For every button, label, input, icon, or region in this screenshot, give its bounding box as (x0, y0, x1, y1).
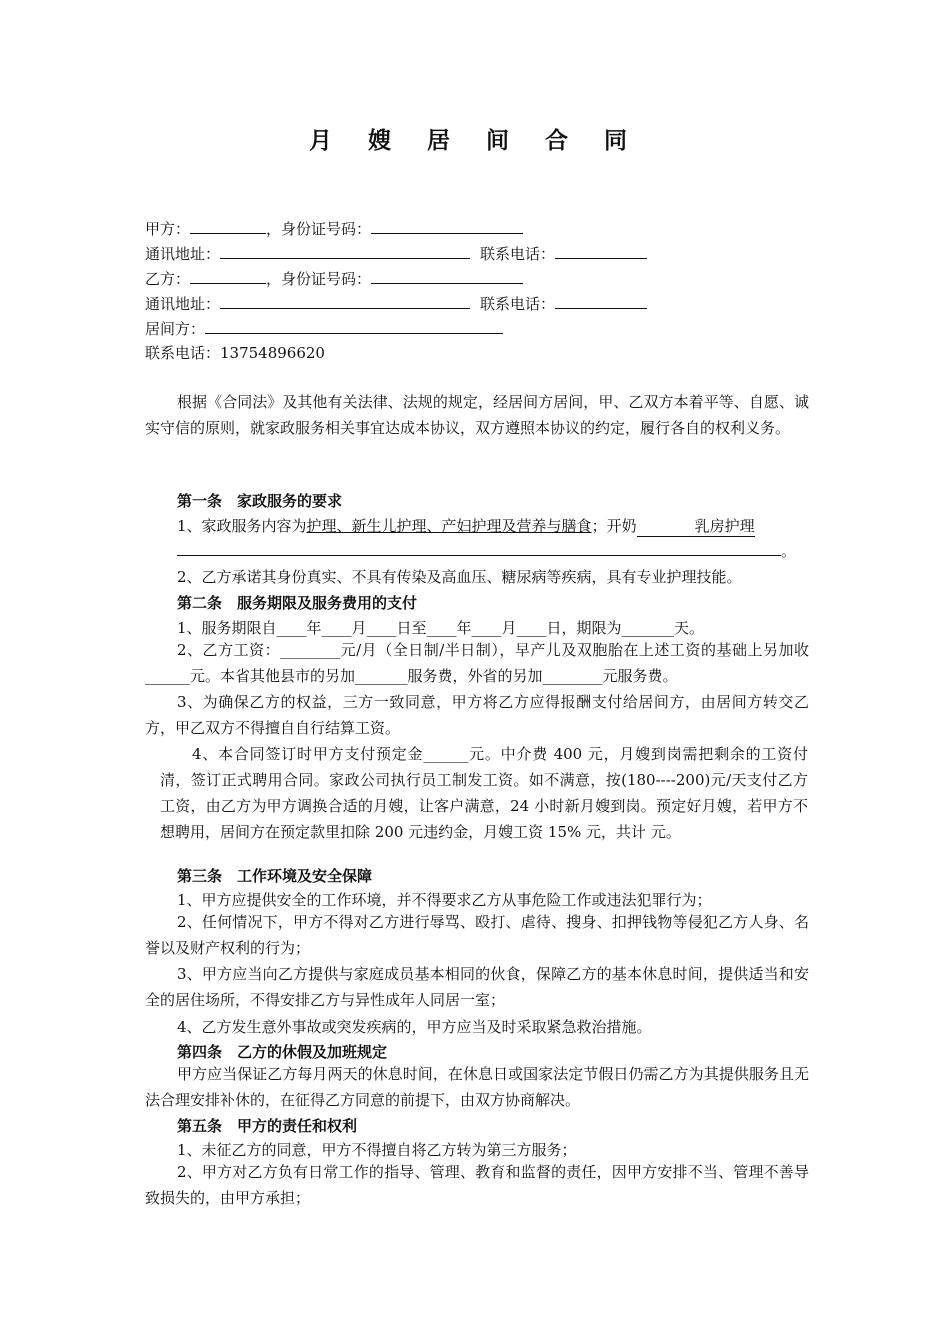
party-b-name-blank (190, 268, 266, 284)
lactation-fill (637, 516, 755, 537)
party-b-label: 乙方： (145, 270, 191, 288)
article-1-heading: 第一条 家政服务的要求 (177, 492, 343, 510)
party-a-id-blank (371, 218, 523, 234)
intermediary-phone: 联系电话：13754896620 (145, 344, 325, 362)
article-2-clause-1: 1、服务期限自____年____月____日至____年____月____日，期限为_______天。 (177, 619, 705, 637)
party-a-label: 甲方： (145, 220, 191, 238)
clause-end-mark: 。 (781, 542, 797, 560)
service-content-underlined: 护理、新生儿护理、产妇护理及营养与膳食 (306, 517, 592, 535)
article-3-clause-2: 2、任何情况下，甲方不得对乙方进行辱骂、殴打、虐待、搜身、扣押钱物等侵犯乙方人身、名誉以及财产权利的行为； (145, 913, 809, 957)
party-b-address-label: 通讯地址： (145, 295, 221, 313)
article-5-heading: 第五条 甲方的责任和权利 (177, 1117, 358, 1135)
clause-text: ；开奶 (591, 517, 637, 535)
article-3-clause-1: 1、甲方应提供安全的工作环境，并不得要求乙方从事危险工作或违法犯罪行为； (177, 891, 712, 909)
party-b-address-line (145, 293, 647, 314)
party-a-name-blank (190, 218, 266, 234)
article-5-clause-1: 1、未征乙方的同意，甲方不得擅自将乙方转为第三方服务； (177, 1141, 577, 1159)
clause-1-blank-line (177, 540, 781, 556)
party-a-phone-label: 联系电话： (480, 245, 556, 263)
party-a-address-label: 通讯地址： (145, 245, 221, 263)
party-b-phone-blank (555, 293, 647, 309)
intermediary-line (145, 318, 503, 339)
party-a-address-line (145, 243, 647, 264)
article-1-clause-1-cont (177, 540, 796, 561)
article-5-clause-2: 2、甲方对乙方负有日常工作的指导、管理、教育和监督的责任，因甲方安排不当、管理不善导致损失的，由甲方承担； (145, 1163, 809, 1207)
lactation-fill-text: 乳房护理 (694, 517, 755, 535)
party-b-address-blank (220, 293, 470, 309)
clause-text: 1、家政服务内容为 (177, 517, 307, 535)
article-2-clause-2: 2、乙方工资：________元/月（全日制/半日制），早产儿及双胞胎在上述工资的基础上另加收______元。本省其他县市的另加_______服务费，外省的另加________元服务费。 (145, 641, 809, 685)
article-2-heading: 第二条 服务期限及服务费用的支付 (177, 594, 418, 612)
article-3-heading: 第三条 工作环境及安全保障 (177, 867, 373, 885)
article-1-clause-1 (177, 516, 755, 537)
party-b-id-label: ，身份证号码： (266, 270, 372, 288)
intermediary-blank (205, 318, 503, 334)
article-1-clause-2: 2、乙方承诺其身份真实、不具有传染及高血压、糖尿病等疾病，具有专业护理技能。 (177, 568, 742, 586)
party-a-address-blank (220, 243, 470, 259)
article-2-clause-3: 3、为确保乙方的权益，三方一致同意，甲方将乙方应得报酬支付给居间方，由居间方转交乙方，甲乙双方不得擅自自行结算工资。 (145, 693, 809, 737)
party-b-line (145, 268, 523, 289)
document-title: 月 嫂 居 间 合 同 (308, 128, 642, 154)
article-3-clause-3: 3、甲方应当向乙方提供与家庭成员基本相同的伙食，保障乙方的基本休息时间，提供适当和安全的居住场所，不得安排乙方与异性成年人同居一室； (145, 965, 809, 1009)
preamble: 根据《合同法》及其他有关法律、法规的规定，经居间方居间，甲、乙双方本着平等、自愿、诚实守信的原则，就家政服务相关事宜达成本协议，双方遵照本协议的约定，履行各自的权利义务。 (145, 393, 809, 437)
party-b-phone-label: 联系电话： (480, 295, 556, 313)
party-a-id-label: ，身份证号码： (266, 220, 372, 238)
article-4-clause: 甲方应当保证乙方每月两天的休息时间，在休息日或国家法定节假日仍需乙方为其提供服务且无法合理安排补休的，在征得乙方同意的前提下，由双方协商解决。 (145, 1065, 809, 1109)
party-b-id-blank (371, 268, 523, 284)
intermediary-label: 居间方： (145, 320, 206, 338)
party-a-line (145, 218, 523, 239)
article-3-clause-4: 4、乙方发生意外事故或突发疾病的，甲方应当及时采取紧急救治措施。 (177, 1018, 652, 1036)
party-a-phone-blank (555, 243, 647, 259)
article-4-heading: 第四条 乙方的休假及加班规定 (177, 1043, 388, 1061)
article-2-clause-4: 4、本合同签订时甲方支付预定金______元。中介费 400 元，月嫂到岗需把剩余的工资付清，签订正式聘用合同。家政公司执行员工制发工资。如不满意，按(180----200)元/天支付乙方工资，由乙方为甲方调换合适的月嫂，让客户满意，24 小时新月嫂到岗。预定好月嫂，若甲方不想聘用，居间方在预定款里扣除 200 元违约金，月嫂工资 15% 元，共计 元。 (160, 745, 808, 841)
